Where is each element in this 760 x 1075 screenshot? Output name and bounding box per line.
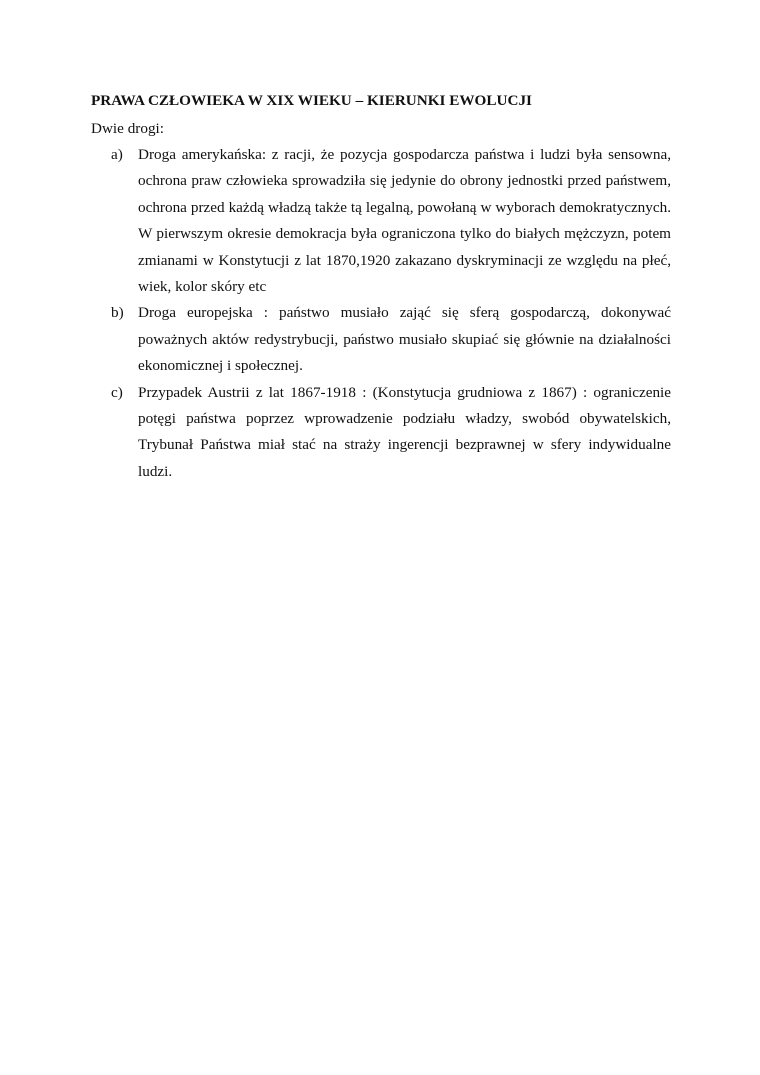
roads-list — [91, 142, 671, 485]
list-item-c — [91, 380, 671, 486]
document-page — [91, 88, 671, 485]
list-marker: c) — [111, 383, 123, 401]
list-marker: a) — [111, 146, 123, 163]
list-item-text: Droga amerykańska: z racji, że pozycja gospodarcza państwa i ludzi była sensowna, ochrona praw człowieka sprowadziła się jedynie do obrony jednostki przed państwem, ochrona przed każdą władzą także tą legalną, powołaną w wyborach demokratycznych. W pierwszym okresie demokracja była ograniczona tylko do białych mężczyzn, potem zmianami w Konstytucji z lat 1870,1920 zakazano dyskryminacji ze względu na płeć, wiek, kolor skóry etc — [138, 146, 671, 296]
list-item-text: Droga europejska : państwo musiało zająć się sferą gospodarczą, dokonywać poważnych aktów redystrybucji, państwo musiało skupiać się głównie na działalności ekonomicznej i społecznej. — [138, 304, 671, 375]
list-marker: b) — [111, 304, 124, 322]
intro-text: Dwie drogi: — [91, 120, 164, 137]
document-title: PRAWA CZŁOWIEKA W XIX WIEKU – KIERUNKI EWOLUCJI — [91, 92, 532, 109]
list-item-text: Przypadek Austrii z lat 1867-1918 : (Konstytucja grudniowa z 1867) : ograniczenie potęgi państwa poprzez wprowadzenie podziału władzy, swobód obywatelskich, Trybunał Państwa miał stać na straży ingerencji bezprawnej w sfery indywidualne ludzi. — [138, 383, 671, 480]
list-item-a — [91, 142, 671, 300]
list-item-b — [91, 300, 671, 379]
